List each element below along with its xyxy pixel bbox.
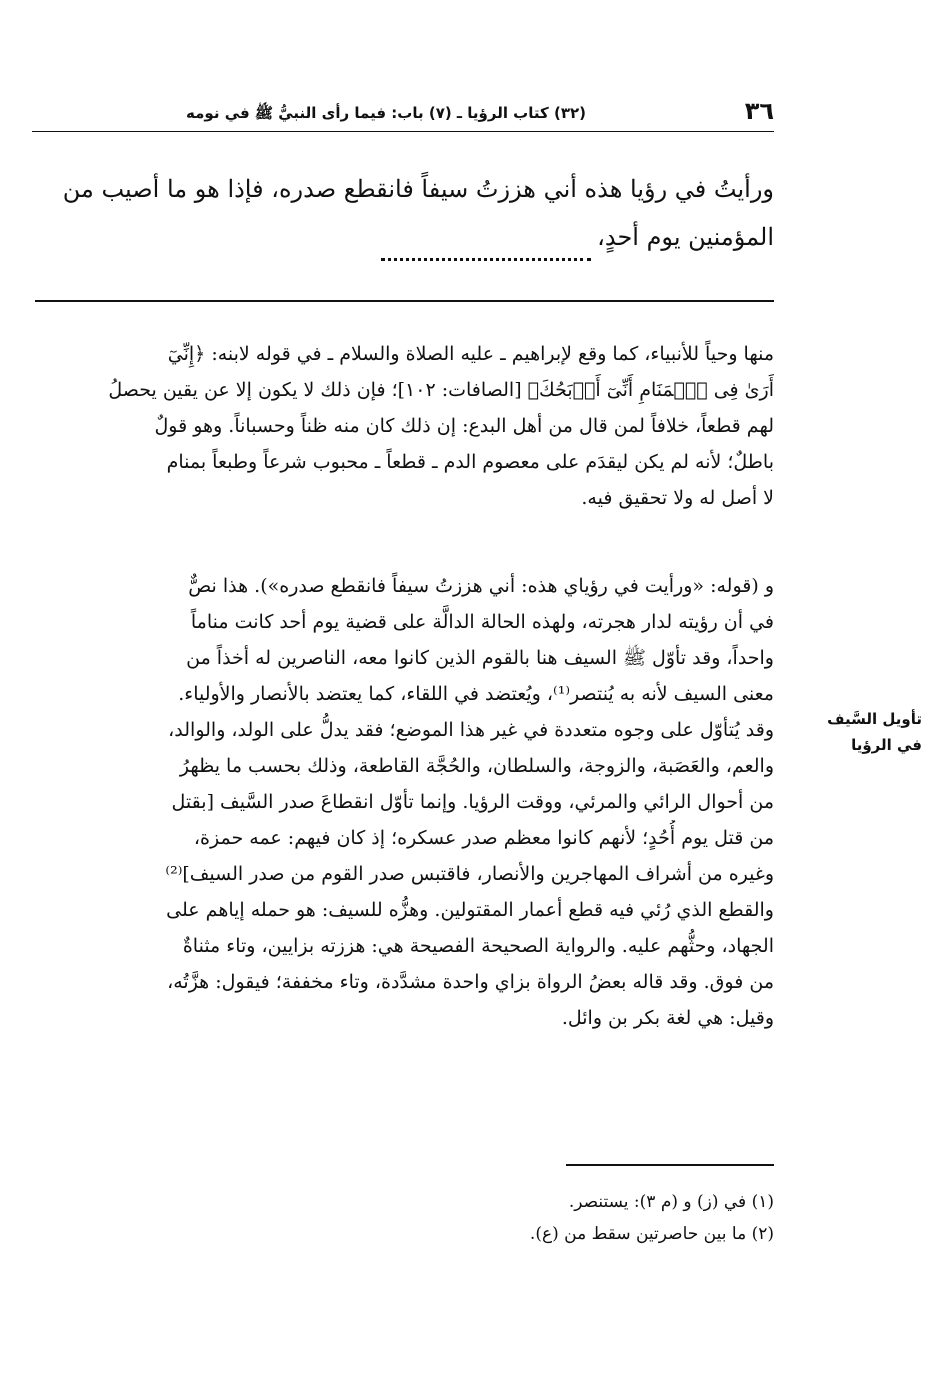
commentary-line: من أحوال الرائي والمرئي، ووقت الرؤيا. وإنما تأوّل انقطاعَ صدر السَّيف [بقتل [171, 791, 774, 813]
footnote-1: (١) في (ز) و (م ٣): يستنصر. [568, 1192, 774, 1212]
commentary-line: و (قوله: «ورأيت في رؤياي هذه: أني هززتُ سيفاً فانقطع صدره»). هذا نصٌّ [188, 575, 774, 597]
commentary-line: لهم قطعاً، خلافاً لمن قال من أهل البدع: إن ذلك كان منه ظناً وحسباناً. وهو قولٌ [154, 415, 774, 437]
footnote-2: (٢) ما بين حاصرتين سقط من (ع). [529, 1224, 774, 1244]
margin-note [804, 706, 922, 758]
commentary-line: في أن رؤيته لدار هجرته، ولهذه الحالة الدالَّة على قضية يوم أحد كانت مناماً [190, 611, 774, 633]
commentary-line: وقد يُتأوّل على وجوه متعددة في غير هذا الموضع؛ فقد يدلُّ على الولد، والوالد، [168, 719, 774, 741]
hadith-line-text: المؤمنين يوم أحدٍ، [597, 223, 774, 251]
commentary-line: من فوق. وقد قاله بعضُ الرواة بزاي واحدة مشدَّدة، وتاء مخففة؛ فيقول: هزَّتُه، [167, 971, 774, 993]
commentary-line: الجهاد، وحثُّهم عليه. والرواية الصحيحة الفصيحة هي: هززته بزايين، وتاء مثناةٌ [182, 935, 774, 957]
margin-note-line: في الرؤيا [851, 736, 922, 754]
commentary-line: والقطع الذي رُئي فيه قطع أعمار المقتولين. وهزُّه للسيف: هو حمله إياهم على [166, 899, 774, 921]
commentary-line: لا أصل له ولا تحقيق فيه. [581, 487, 774, 509]
commentary-line: وقيل: هي لغة بكر بن وائل. [561, 1007, 774, 1029]
commentary-line: والعم، والعَصَبة، والزوجة، والسلطان، والحُجَّة القاطعة، وذلك بحسب ما يظهرُ [179, 755, 774, 777]
commentary-line: منها وحياً للأنبياء، كما وقع لإبراهيم ـ عليه الصلاة والسلام ـ في قوله لابنه: ﴿إِنِّيٓ [167, 343, 774, 365]
page-number: ٣٦ [744, 97, 774, 125]
commentary-paragraph-1 [32, 336, 774, 516]
hadith-line-2 [30, 213, 774, 261]
commentary-line: معنى السيف لأنه به يُنتصر⁽¹⁾، ويُعتضد في اللقاء، كما يعتضد بالأنصار والأولياء. [178, 683, 774, 705]
separator-rule [35, 300, 774, 302]
footnote-rule [566, 1164, 774, 1166]
hadith-line: ورأيتُ في رؤيا هذه أني هززتُ سيفاً فانقطع صدره، فإذا هو ما أصيب من [62, 175, 774, 203]
footnotes [400, 1186, 774, 1250]
hadith-text [30, 165, 774, 265]
commentary-line: واحداً، وقد تأوّل ﷺ السيف هنا بالقوم الذين كانوا معه، الناصرين له أخذاً من [186, 647, 774, 669]
commentary-paragraph-2 [32, 568, 774, 1036]
ellipsis-dots [381, 236, 591, 261]
commentary-line: باطلٌ؛ لأنه لم يكن ليقدَم على معصوم الدم ـ قطعاً ـ محبوب شرعاً وطبعاً بمنام [166, 451, 774, 473]
running-title: (٣٢) كتاب الرؤيا ـ (٧) باب: فيما رأى النبيُّ ﷺ في نومه [186, 104, 586, 122]
margin-note-line: تأويل السَّيف [827, 710, 922, 728]
commentary-line: من قتل يوم أُحُدٍ؛ لأنهم كانوا معظم صدر عسكره؛ إذ كان فيهم: عمه حمزة، [193, 827, 774, 849]
header-rule [32, 131, 774, 132]
commentary-line: أَرَىٰ فِى ٱلۡمَنَامِ أَنِّىٓ أَذۡبَحُكَ﴾ [الصافات: ١٠٢]؛ فإن ذلك لا يكون إلا عن يقين يحصلُ [108, 379, 774, 401]
commentary-line: وغيره من أشراف المهاجرين والأنصار، فاقتبس صدر القوم من صدر السيف]⁽²⁾ [165, 863, 774, 885]
